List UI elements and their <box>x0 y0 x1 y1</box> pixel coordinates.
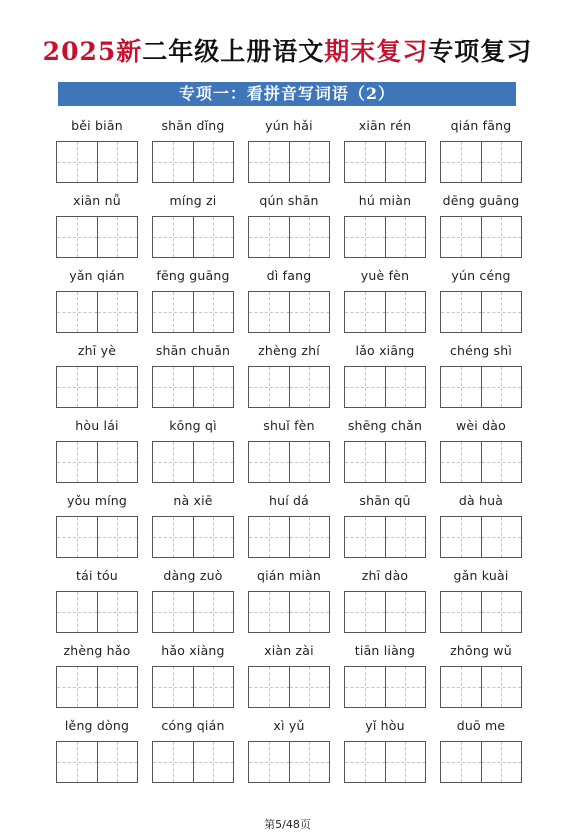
pinyin-label: wèi dào <box>455 418 506 433</box>
pinyin-label: xiān rén <box>358 118 412 133</box>
exercise-row <box>56 341 536 416</box>
writing-box[interactable] <box>344 291 426 333</box>
exercise-item <box>152 641 248 716</box>
exercise-item <box>152 341 248 416</box>
exercise-item <box>56 566 152 641</box>
exercise-row <box>56 116 536 191</box>
exercise-item <box>56 341 152 416</box>
character-square[interactable] <box>153 367 193 407</box>
character-square[interactable] <box>441 592 481 632</box>
character-square[interactable] <box>441 667 481 707</box>
exercise-item <box>440 566 536 641</box>
writing-box[interactable] <box>56 741 138 783</box>
character-square[interactable] <box>153 442 193 482</box>
writing-box[interactable] <box>56 366 138 408</box>
pinyin-label: zhèng hǎo <box>63 643 131 658</box>
writing-box[interactable] <box>344 591 426 633</box>
pinyin-label: míng zi <box>169 193 217 208</box>
pinyin-label: lǎo xiāng <box>355 343 415 358</box>
writing-box[interactable] <box>152 366 234 408</box>
writing-box[interactable] <box>248 366 330 408</box>
exercise-item <box>344 716 440 791</box>
pinyin-label: lěng dòng <box>64 718 130 733</box>
character-square[interactable] <box>481 517 522 557</box>
pinyin-label: shēng chǎn <box>347 418 423 433</box>
character-square[interactable] <box>193 367 234 407</box>
character-square[interactable] <box>249 292 289 332</box>
character-square[interactable] <box>97 367 138 407</box>
exercise-item <box>248 116 344 191</box>
character-square[interactable] <box>97 442 138 482</box>
writing-box[interactable] <box>248 591 330 633</box>
character-square[interactable] <box>345 742 385 782</box>
writing-box[interactable] <box>248 516 330 558</box>
writing-box[interactable] <box>440 741 522 783</box>
character-square[interactable] <box>97 217 138 257</box>
title-final-review: 期末复习 <box>324 37 429 66</box>
pinyin-label: zhī dào <box>361 568 409 583</box>
exercise-item <box>152 416 248 491</box>
character-square[interactable] <box>249 217 289 257</box>
page-title <box>0 32 575 68</box>
section-banner: 专项一：看拼音写词语（2） <box>58 82 516 106</box>
exercise-item <box>248 416 344 491</box>
writing-box[interactable] <box>440 516 522 558</box>
exercise-item <box>56 116 152 191</box>
exercise-item <box>248 716 344 791</box>
character-square[interactable] <box>441 292 481 332</box>
pinyin-label: nà xiē <box>173 493 213 508</box>
character-square[interactable] <box>153 742 193 782</box>
writing-box[interactable] <box>248 441 330 483</box>
pinyin-label: yún céng <box>451 268 511 283</box>
writing-box[interactable] <box>152 741 234 783</box>
title-special: 专项复习 <box>428 37 533 66</box>
writing-box[interactable] <box>440 141 522 183</box>
character-square[interactable] <box>441 517 481 557</box>
character-square[interactable] <box>153 292 193 332</box>
writing-box[interactable] <box>248 666 330 708</box>
exercise-item <box>56 191 152 266</box>
character-square[interactable] <box>385 217 426 257</box>
character-square[interactable] <box>57 517 97 557</box>
character-square[interactable] <box>153 517 193 557</box>
exercise-item <box>152 566 248 641</box>
pinyin-label: yǒu míng <box>66 493 128 508</box>
exercise-row <box>56 716 536 791</box>
writing-box[interactable] <box>344 516 426 558</box>
writing-box[interactable] <box>56 591 138 633</box>
exercise-item <box>440 491 536 566</box>
pinyin-label: hòu lái <box>75 418 119 433</box>
writing-box[interactable] <box>440 216 522 258</box>
pinyin-label: tiān liàng <box>354 643 416 658</box>
pinyin-label: kōng qì <box>169 418 217 433</box>
pinyin-label: shuǐ fèn <box>263 418 315 433</box>
pinyin-label: shān dǐng <box>161 118 225 133</box>
writing-box[interactable] <box>344 666 426 708</box>
character-square[interactable] <box>193 217 234 257</box>
character-square[interactable] <box>481 217 522 257</box>
exercise-item <box>440 266 536 341</box>
character-square[interactable] <box>249 442 289 482</box>
character-square[interactable] <box>289 367 330 407</box>
exercise-item <box>152 116 248 191</box>
exercise-item <box>248 266 344 341</box>
writing-box[interactable] <box>344 216 426 258</box>
exercise-row <box>56 491 536 566</box>
exercise-item <box>440 191 536 266</box>
character-square[interactable] <box>193 292 234 332</box>
pinyin-label: tái tóu <box>76 568 118 583</box>
pinyin-label: dà huà <box>458 493 504 508</box>
exercise-item <box>152 191 248 266</box>
title-grade: 二年级上册语文 <box>142 37 325 66</box>
character-square[interactable] <box>345 667 385 707</box>
pinyin-label: qián miàn <box>257 568 321 583</box>
character-square[interactable] <box>57 742 97 782</box>
character-square[interactable] <box>249 667 289 707</box>
writing-box[interactable] <box>440 441 522 483</box>
character-square[interactable] <box>97 142 138 182</box>
character-square[interactable] <box>289 217 330 257</box>
character-square[interactable] <box>289 592 330 632</box>
character-square[interactable] <box>385 442 426 482</box>
writing-box[interactable] <box>56 441 138 483</box>
pinyin-label: zhōng wǔ <box>450 643 512 658</box>
character-square[interactable] <box>97 517 138 557</box>
pinyin-label: gǎn kuài <box>453 568 509 583</box>
exercise-item <box>248 491 344 566</box>
character-square[interactable] <box>481 742 522 782</box>
character-square[interactable] <box>57 217 97 257</box>
exercise-item <box>56 491 152 566</box>
character-square[interactable] <box>249 367 289 407</box>
character-square[interactable] <box>249 517 289 557</box>
character-square[interactable] <box>441 217 481 257</box>
pinyin-label: fēng guāng <box>156 268 230 283</box>
character-square[interactable] <box>481 142 522 182</box>
character-square[interactable] <box>153 592 193 632</box>
character-square[interactable] <box>481 367 522 407</box>
pinyin-label: qián fāng <box>450 118 512 133</box>
exercise-item <box>152 716 248 791</box>
character-square[interactable] <box>345 517 385 557</box>
exercise-item <box>440 116 536 191</box>
character-square[interactable] <box>481 592 522 632</box>
writing-box[interactable] <box>152 216 234 258</box>
exercise-item <box>248 191 344 266</box>
character-square[interactable] <box>57 442 97 482</box>
writing-box[interactable] <box>440 366 522 408</box>
character-square[interactable] <box>345 217 385 257</box>
pinyin-label: shān chuān <box>155 343 231 358</box>
character-square[interactable] <box>193 142 234 182</box>
character-square[interactable] <box>441 142 481 182</box>
exercise-row <box>56 191 536 266</box>
pinyin-label: yǎn qián <box>69 268 125 283</box>
character-square[interactable] <box>97 742 138 782</box>
writing-box[interactable] <box>248 216 330 258</box>
exercise-item <box>56 641 152 716</box>
character-square[interactable] <box>249 742 289 782</box>
character-square[interactable] <box>153 142 193 182</box>
writing-box[interactable] <box>152 516 234 558</box>
writing-box[interactable] <box>440 666 522 708</box>
pinyin-label: xiān nǚ <box>73 193 121 208</box>
writing-box[interactable] <box>56 666 138 708</box>
character-square[interactable] <box>57 142 97 182</box>
character-square[interactable] <box>289 442 330 482</box>
character-square[interactable] <box>249 142 289 182</box>
pinyin-label: huí dá <box>268 493 310 508</box>
writing-box[interactable] <box>344 741 426 783</box>
writing-box[interactable] <box>56 516 138 558</box>
writing-box[interactable] <box>56 141 138 183</box>
exercise-item <box>248 641 344 716</box>
character-square[interactable] <box>345 142 385 182</box>
exercise-item <box>344 416 440 491</box>
pinyin-label: duō me <box>456 718 506 733</box>
writing-box[interactable] <box>344 366 426 408</box>
exercise-row <box>56 641 536 716</box>
exercise-item <box>152 491 248 566</box>
pinyin-label: hǎo xiàng <box>161 643 225 658</box>
character-square[interactable] <box>385 517 426 557</box>
character-square[interactable] <box>57 367 97 407</box>
writing-box[interactable] <box>152 441 234 483</box>
pinyin-label: xiàn zài <box>264 643 314 658</box>
pinyin-label: shān qū <box>359 493 411 508</box>
character-square[interactable] <box>193 742 234 782</box>
character-square[interactable] <box>481 667 522 707</box>
character-square[interactable] <box>153 667 193 707</box>
writing-box[interactable] <box>56 291 138 333</box>
character-square[interactable] <box>97 667 138 707</box>
pinyin-label: qún shān <box>259 193 319 208</box>
character-square[interactable] <box>97 592 138 632</box>
pinyin-label: dàng zuò <box>163 568 223 583</box>
character-square[interactable] <box>57 292 97 332</box>
character-square[interactable] <box>441 367 481 407</box>
writing-box[interactable] <box>152 291 234 333</box>
writing-box[interactable] <box>344 441 426 483</box>
title-year: 2025新 <box>42 37 143 66</box>
character-square[interactable] <box>57 667 97 707</box>
writing-box[interactable] <box>344 141 426 183</box>
writing-box[interactable] <box>248 141 330 183</box>
pinyin-label: yún hǎi <box>265 118 313 133</box>
character-square[interactable] <box>193 517 234 557</box>
character-square[interactable] <box>345 367 385 407</box>
character-square[interactable] <box>193 592 234 632</box>
pinyin-label: zhèng zhí <box>258 343 320 358</box>
writing-box[interactable] <box>152 666 234 708</box>
exercise-item <box>248 566 344 641</box>
character-square[interactable] <box>345 292 385 332</box>
writing-box[interactable] <box>56 216 138 258</box>
character-square[interactable] <box>289 667 330 707</box>
pinyin-label: cóng qián <box>161 718 225 733</box>
exercise-item <box>344 266 440 341</box>
writing-box[interactable] <box>248 291 330 333</box>
exercise-item <box>344 341 440 416</box>
exercise-item <box>344 641 440 716</box>
exercise-item <box>344 491 440 566</box>
character-square[interactable] <box>385 292 426 332</box>
character-square[interactable] <box>345 442 385 482</box>
page-number: 第5/48页 <box>264 818 311 831</box>
character-square[interactable] <box>153 217 193 257</box>
exercise-item <box>440 341 536 416</box>
character-square[interactable] <box>385 667 426 707</box>
pinyin-label: zhī yè <box>77 343 117 358</box>
character-square[interactable] <box>441 742 481 782</box>
writing-box[interactable] <box>152 591 234 633</box>
character-square[interactable] <box>289 142 330 182</box>
character-square[interactable] <box>289 742 330 782</box>
pinyin-label: dēng guāng <box>442 193 520 208</box>
exercise-item <box>56 416 152 491</box>
exercise-item <box>152 266 248 341</box>
exercise-item <box>56 266 152 341</box>
character-square[interactable] <box>441 442 481 482</box>
character-square[interactable] <box>57 592 97 632</box>
exercise-item <box>440 416 536 491</box>
writing-box[interactable] <box>440 591 522 633</box>
character-square[interactable] <box>289 292 330 332</box>
exercise-grid <box>56 116 536 791</box>
exercise-row <box>56 566 536 641</box>
exercise-item <box>344 116 440 191</box>
exercise-row <box>56 416 536 491</box>
exercise-item <box>248 341 344 416</box>
exercise-item <box>344 191 440 266</box>
writing-box[interactable] <box>152 141 234 183</box>
exercise-item <box>344 566 440 641</box>
character-square[interactable] <box>385 142 426 182</box>
pinyin-label: chéng shì <box>449 343 513 358</box>
pinyin-label: hú miàn <box>358 193 412 208</box>
character-square[interactable] <box>289 517 330 557</box>
pinyin-label: běi biān <box>71 118 123 133</box>
character-square[interactable] <box>193 667 234 707</box>
exercise-item <box>440 641 536 716</box>
pinyin-label: xì yǔ <box>273 718 305 733</box>
writing-box[interactable] <box>248 741 330 783</box>
exercise-row <box>56 266 536 341</box>
character-square[interactable] <box>385 742 426 782</box>
character-square[interactable] <box>385 367 426 407</box>
pinyin-label: yǐ hòu <box>365 718 405 733</box>
exercise-item <box>56 716 152 791</box>
writing-box[interactable] <box>440 291 522 333</box>
character-square[interactable] <box>193 442 234 482</box>
character-square[interactable] <box>97 292 138 332</box>
exercise-item <box>440 716 536 791</box>
pinyin-label: yuè fèn <box>360 268 410 283</box>
pinyin-label: dì fang <box>266 268 312 283</box>
character-square[interactable] <box>481 442 522 482</box>
character-square[interactable] <box>385 592 426 632</box>
character-square[interactable] <box>481 292 522 332</box>
character-square[interactable] <box>249 592 289 632</box>
character-square[interactable] <box>345 592 385 632</box>
